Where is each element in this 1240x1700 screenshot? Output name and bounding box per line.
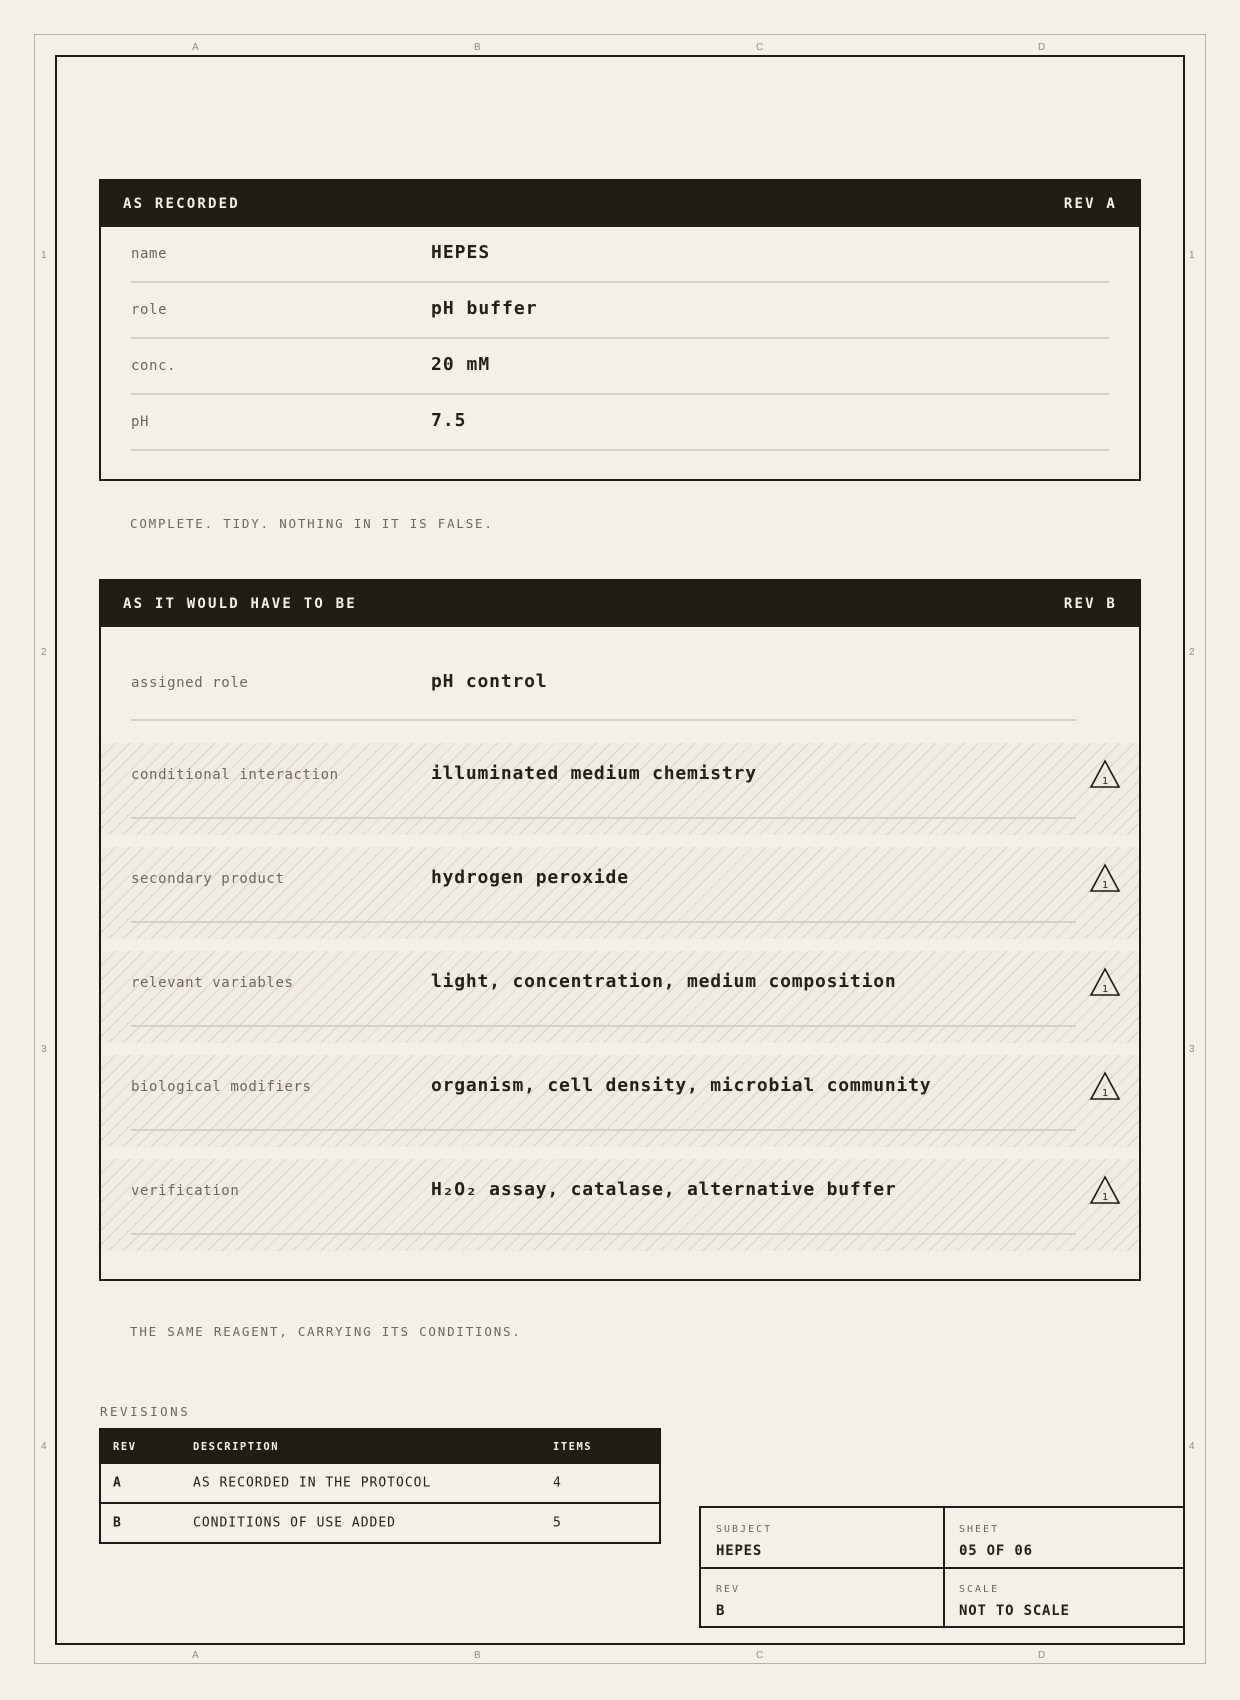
field-key: name: [131, 246, 168, 262]
field-value: organism, cell density, microbial community: [431, 1075, 932, 1096]
subject-label: SUBJECT: [716, 1524, 773, 1535]
revision-triangle-icon: [1089, 1175, 1121, 1205]
zone-column-d-bottom: D: [1038, 1650, 1046, 1661]
row-divider: [131, 817, 1076, 819]
rev-cell: [716, 1584, 740, 1619]
row-divider: [131, 1025, 1076, 1027]
sheet-cell: [959, 1524, 1033, 1559]
sheet-value: 05 OF 06: [959, 1543, 1033, 1559]
field-value: light, concentration, medium composition: [431, 971, 897, 992]
field-key: assigned role: [131, 675, 249, 691]
zone-row-1-left: 1: [41, 250, 47, 261]
revision-triangle-icon: [1089, 863, 1121, 893]
row-divider: [131, 1129, 1076, 1131]
title-block-divider: [701, 1567, 1183, 1569]
rev-label: REV: [716, 1584, 741, 1595]
field-value: 20 mM: [431, 354, 491, 375]
subject-cell: [716, 1524, 772, 1559]
field-row-verification: [101, 1159, 1139, 1251]
column-header-description: DESCRIPTION: [193, 1441, 280, 1453]
row-divider: [131, 921, 1076, 923]
field-value: illuminated medium chemistry: [431, 763, 757, 784]
field-key: role: [131, 302, 168, 318]
revision-tag: REV B: [1063, 596, 1117, 612]
zone-row-2-left: 2: [41, 647, 47, 658]
as-recorded-header: [101, 181, 1139, 227]
zone-row-3-right: 3: [1189, 1044, 1195, 1055]
scale-cell: [959, 1584, 1070, 1619]
revision-description: CONDITIONS OF USE ADDED: [193, 1515, 397, 1531]
panel-title: AS IT WOULD HAVE TO BE: [123, 596, 357, 612]
revision-tag: REV A: [1063, 196, 1117, 212]
field-value: 7.5: [431, 410, 467, 431]
sheet-label: SHEET: [959, 1524, 1000, 1535]
zone-row-3-left: 3: [41, 1044, 47, 1055]
panel-title: AS RECORDED: [123, 196, 240, 212]
revision-flag-number: 1: [1101, 1088, 1109, 1099]
field-value: hydrogen peroxide: [431, 867, 629, 888]
title-block: [699, 1506, 1185, 1628]
field-value: pH control: [431, 671, 548, 692]
field-key: biological modifiers: [131, 1079, 312, 1095]
zone-column-a-bottom: A: [192, 1650, 199, 1661]
revision-triangle-icon: [1089, 759, 1121, 789]
field-key: conc.: [131, 358, 177, 374]
revision-triangle-icon: [1089, 1071, 1121, 1101]
field-row-biological-modifiers: [101, 1055, 1139, 1147]
field-key: relevant variables: [131, 975, 294, 991]
field-row-conditional-interaction: [101, 743, 1139, 835]
field-row-role: [131, 283, 1109, 339]
field-value: H₂O₂ assay, catalase, alternative buffer: [431, 1179, 897, 1200]
zone-row-4-right: 4: [1189, 1441, 1195, 1452]
revision-triangle-icon: [1089, 967, 1121, 997]
zone-column-b-bottom: B: [474, 1650, 481, 1661]
scale-value: NOT TO SCALE: [959, 1603, 1070, 1619]
zone-column-b-top: B: [474, 42, 481, 53]
revision-flag-number: 1: [1101, 880, 1109, 891]
field-row-relevant-variables: [101, 951, 1139, 1043]
revision-flag-number: 1: [1101, 776, 1109, 787]
row-divider: [131, 1233, 1076, 1235]
subject-value: HEPES: [716, 1543, 763, 1559]
revision-id: A: [113, 1475, 122, 1491]
column-header-items: ITEMS: [553, 1441, 593, 1453]
field-key: secondary product: [131, 871, 285, 887]
field-row-name: [131, 227, 1109, 283]
field-value: HEPES: [431, 242, 491, 263]
revisions-table: [99, 1428, 661, 1544]
revision-id: B: [113, 1515, 122, 1531]
as-recorded-panel: [99, 179, 1141, 481]
rev-value: B: [716, 1603, 726, 1619]
as-required-header: [101, 581, 1139, 627]
revision-flag-number: 1: [1101, 1192, 1109, 1203]
zone-column-a-top: A: [192, 42, 199, 53]
table-row: [101, 1502, 659, 1542]
as-required-panel: [99, 579, 1141, 1281]
column-header-rev: REV: [113, 1441, 137, 1453]
revisions-header-row: [101, 1430, 659, 1464]
field-key: pH: [131, 414, 150, 430]
field-row-ph: [131, 395, 1109, 451]
recorded-caption: COMPLETE. TIDY. NOTHING IN IT IS FALSE.: [130, 516, 494, 531]
zone-column-c-bottom: C: [756, 1650, 764, 1661]
field-row-assigned-role: [101, 627, 1139, 731]
revisions-label: REVISIONS: [100, 1404, 191, 1419]
revision-flag-number: 1: [1101, 984, 1109, 995]
table-row: [101, 1464, 659, 1502]
zone-row-1-right: 1: [1189, 250, 1195, 261]
field-key: verification: [131, 1183, 240, 1199]
zone-row-4-left: 4: [41, 1441, 47, 1452]
revision-items: 4: [553, 1475, 562, 1491]
revision-description: AS RECORDED IN THE PROTOCOL: [193, 1475, 432, 1491]
zone-row-2-right: 2: [1189, 647, 1195, 658]
field-row-conc: [131, 339, 1109, 395]
row-divider: [131, 719, 1076, 721]
scale-label: SCALE: [959, 1584, 1000, 1595]
field-value: pH buffer: [431, 298, 538, 319]
required-caption: THE SAME REAGENT, CARRYING ITS CONDITIONS.: [130, 1324, 522, 1339]
field-key: conditional interaction: [131, 767, 339, 783]
field-row-secondary-product: [101, 847, 1139, 939]
zone-column-d-top: D: [1038, 42, 1046, 53]
revision-items: 5: [553, 1515, 562, 1531]
zone-column-c-top: C: [756, 42, 764, 53]
